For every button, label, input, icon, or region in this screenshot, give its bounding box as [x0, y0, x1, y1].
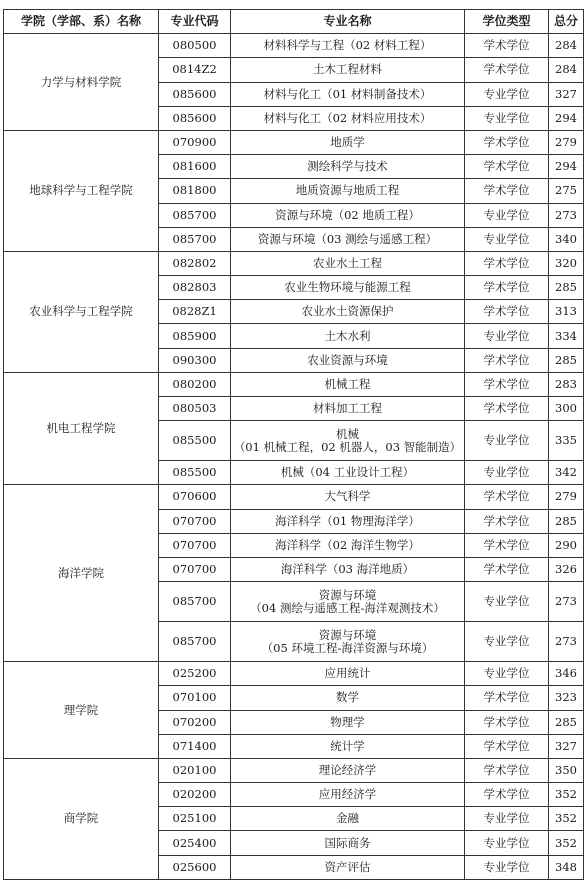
total-score-cell: 290 [549, 533, 584, 557]
total-score-cell: 350 [549, 758, 584, 782]
degree-type-cell: 学术学位 [465, 397, 549, 421]
total-score-cell: 285 [549, 348, 584, 372]
major-name-cell [231, 58, 465, 82]
major-name-cell [231, 203, 465, 227]
degree-type-cell: 专业学位 [465, 622, 549, 662]
major-code-cell: 085500 [159, 461, 231, 485]
major-name-cell [231, 855, 465, 879]
major-name-line: 资产评估 [324, 859, 371, 874]
major-name-cell [231, 831, 465, 855]
major-name-line: 材料与化工（02 材料应用技术） [263, 110, 432, 125]
major-code-cell: 020200 [159, 783, 231, 807]
degree-type-cell: 学术学位 [465, 734, 549, 758]
major-name-line: 资源与环境 [318, 587, 377, 602]
major-code-cell: 085700 [159, 227, 231, 251]
total-score-cell: 294 [549, 155, 584, 179]
degree-type-cell: 学术学位 [465, 276, 549, 300]
degree-type-cell: 学术学位 [465, 557, 549, 581]
major-name-cell [231, 710, 465, 734]
major-name-line: （01 机械工程，02 机器人，03 智能制造） [233, 439, 462, 454]
major-code-cell: 081600 [159, 155, 231, 179]
major-name-cell [231, 276, 465, 300]
major-code-cell: 025400 [159, 831, 231, 855]
major-name-line: 国际商务 [324, 835, 371, 850]
major-code-cell: 080500 [159, 34, 231, 58]
major-name-cell [231, 686, 465, 710]
major-name-cell [231, 251, 465, 275]
degree-type-cell: 学术学位 [465, 533, 549, 557]
major-code-cell: 085700 [159, 622, 231, 662]
major-code-cell: 025600 [159, 855, 231, 879]
major-name-line: 资源与环境（03 测绘与遥感工程） [257, 231, 438, 246]
major-name-line: 地质学 [330, 135, 365, 150]
total-score-cell: 327 [549, 82, 584, 106]
total-score-cell: 273 [549, 203, 584, 227]
total-score-cell: 284 [549, 34, 584, 58]
degree-type-cell: 学术学位 [465, 130, 549, 154]
total-score-cell: 285 [549, 276, 584, 300]
header-major: 专业名称 [231, 10, 465, 34]
major-name-cell [231, 662, 465, 686]
major-name-line: 测绘科学与技术 [307, 159, 388, 174]
major-name-line: 土木工程材料 [313, 62, 382, 77]
major-code-cell: 085700 [159, 203, 231, 227]
major-code-cell: 070700 [159, 509, 231, 533]
total-score-cell: 340 [549, 227, 584, 251]
major-name-cell [231, 179, 465, 203]
major-name-cell [231, 34, 465, 58]
degree-type-cell: 专业学位 [465, 831, 549, 855]
degree-type-cell: 专业学位 [465, 203, 549, 227]
college-name-cell: 力学与材料学院 [4, 34, 159, 131]
degree-type-cell: 学术学位 [465, 485, 549, 509]
major-code-cell: 025200 [159, 662, 231, 686]
college-name-cell: 商学院 [4, 758, 159, 879]
degree-type-cell: 学术学位 [465, 509, 549, 533]
total-score-cell: 285 [549, 710, 584, 734]
total-score-cell: 313 [549, 300, 584, 324]
major-name-line: 海洋科学（01 物理海洋学） [275, 513, 420, 528]
major-name-line: 应用统计 [324, 666, 371, 681]
major-name-line: 机械（04 工业设计工程） [280, 465, 415, 480]
major-name-line: 农业水土工程 [313, 255, 382, 270]
admission-score-table [3, 9, 584, 880]
total-score-cell: 284 [549, 58, 584, 82]
table-body [4, 34, 584, 880]
major-code-cell: 085600 [159, 82, 231, 106]
major-name-line: 土木水利 [324, 328, 371, 343]
total-score-cell: 352 [549, 807, 584, 831]
major-name-line: 地质资源与地质工程 [295, 183, 400, 198]
header-degree: 学位类型 [465, 10, 549, 34]
total-score-cell: 275 [549, 179, 584, 203]
total-score-cell: 323 [549, 686, 584, 710]
major-code-cell: 070700 [159, 557, 231, 581]
major-code-cell: 090300 [159, 348, 231, 372]
major-name-line: 材料与化工（01 材料制备技术） [263, 86, 432, 101]
college-name-cell: 海洋学院 [4, 485, 159, 662]
degree-type-cell: 学术学位 [465, 300, 549, 324]
major-code-cell: 025100 [159, 807, 231, 831]
major-code-cell: 070100 [159, 686, 231, 710]
degree-type-cell: 专业学位 [465, 855, 549, 879]
header-row [4, 10, 584, 34]
major-name-line: 资源与环境（02 地质工程） [275, 207, 420, 222]
degree-type-cell: 学术学位 [465, 179, 549, 203]
major-code-cell: 070200 [159, 710, 231, 734]
major-name-cell [231, 82, 465, 106]
degree-type-cell: 专业学位 [465, 227, 549, 251]
major-code-cell: 085500 [159, 421, 231, 461]
major-name-line: 应用经济学 [318, 787, 377, 802]
major-name-line: 统计学 [330, 738, 365, 753]
major-name-cell [231, 461, 465, 485]
major-code-cell: 071400 [159, 734, 231, 758]
major-name-cell [231, 758, 465, 782]
major-name-cell [231, 485, 465, 509]
total-score-cell: 279 [549, 485, 584, 509]
major-code-cell: 081800 [159, 179, 231, 203]
major-name-cell [231, 734, 465, 758]
major-name-line: 物理学 [330, 714, 365, 729]
header-college: 学院（学部、系）名称 [4, 10, 159, 34]
degree-type-cell: 学术学位 [465, 34, 549, 58]
degree-type-cell: 专业学位 [465, 807, 549, 831]
degree-type-cell: 专业学位 [465, 106, 549, 130]
major-name-cell [231, 807, 465, 831]
header-code: 专业代码 [159, 10, 231, 34]
total-score-cell: 346 [549, 662, 584, 686]
major-name-line: （04 测绘与遥感工程-海洋观测技术） [250, 600, 445, 615]
major-name-cell [231, 622, 465, 662]
table-row [4, 251, 584, 275]
degree-type-cell: 专业学位 [465, 662, 549, 686]
total-score-cell: 283 [549, 372, 584, 396]
major-code-cell: 070700 [159, 533, 231, 557]
total-score-cell: 273 [549, 582, 584, 622]
major-name-cell [231, 300, 465, 324]
degree-type-cell: 学术学位 [465, 251, 549, 275]
major-code-cell: 080200 [159, 372, 231, 396]
degree-type-cell: 学术学位 [465, 155, 549, 179]
major-name-line: 海洋科学（02 海洋生物学） [275, 537, 420, 552]
college-name-cell: 地球科学与工程学院 [4, 130, 159, 251]
table-row [4, 130, 584, 154]
college-name-cell: 机电工程学院 [4, 372, 159, 485]
major-name-line: 机械 [336, 426, 359, 441]
major-code-cell: 0814Z2 [159, 58, 231, 82]
table-row [4, 485, 584, 509]
total-score-cell: 273 [549, 622, 584, 662]
total-score-cell: 320 [549, 251, 584, 275]
degree-type-cell: 学术学位 [465, 758, 549, 782]
total-score-cell: 348 [549, 855, 584, 879]
major-code-cell: 082803 [159, 276, 231, 300]
degree-type-cell: 专业学位 [465, 324, 549, 348]
major-code-cell: 085700 [159, 582, 231, 622]
college-name-cell: 农业科学与工程学院 [4, 251, 159, 372]
total-score-cell: 327 [549, 734, 584, 758]
major-name-line: 海洋科学（03 海洋地质） [280, 562, 415, 577]
major-name-cell [231, 397, 465, 421]
major-name-line: 金融 [336, 811, 359, 826]
major-name-line: 材料科学与工程（02 材料工程） [263, 38, 432, 53]
major-name-cell [231, 783, 465, 807]
major-name-line: 农业生物环境与能源工程 [284, 280, 411, 295]
major-name-line: 资源与环境 [318, 627, 377, 642]
table-row [4, 372, 584, 396]
major-name-cell [231, 106, 465, 130]
degree-type-cell: 专业学位 [465, 582, 549, 622]
major-name-line: 理论经济学 [318, 762, 377, 777]
major-code-cell: 085600 [159, 106, 231, 130]
total-score-cell: 326 [549, 557, 584, 581]
total-score-cell: 285 [549, 509, 584, 533]
table-row [4, 758, 584, 782]
major-name-line: 材料加工工程 [313, 401, 382, 416]
major-name-cell [231, 372, 465, 396]
major-name-line: 农业水土资源保护 [301, 304, 394, 319]
total-score-cell: 334 [549, 324, 584, 348]
major-code-cell: 070600 [159, 485, 231, 509]
major-code-cell: 0828Z1 [159, 300, 231, 324]
major-name-line: 机械工程 [324, 376, 371, 391]
degree-type-cell: 专业学位 [465, 461, 549, 485]
table-row [4, 34, 584, 58]
total-score-cell: 352 [549, 831, 584, 855]
major-name-cell [231, 227, 465, 251]
total-score-cell: 335 [549, 421, 584, 461]
major-name-cell [231, 155, 465, 179]
major-name-cell [231, 533, 465, 557]
degree-type-cell: 学术学位 [465, 348, 549, 372]
degree-type-cell: 专业学位 [465, 82, 549, 106]
major-name-cell [231, 324, 465, 348]
major-code-cell: 070900 [159, 130, 231, 154]
total-score-cell: 300 [549, 397, 584, 421]
major-name-line: 大气科学 [324, 489, 371, 504]
major-name-line: 数学 [336, 690, 359, 705]
major-code-cell: 080503 [159, 397, 231, 421]
major-code-cell: 085900 [159, 324, 231, 348]
total-score-cell: 294 [549, 106, 584, 130]
degree-type-cell: 学术学位 [465, 372, 549, 396]
major-name-cell [231, 421, 465, 461]
major-name-cell [231, 509, 465, 533]
major-code-cell: 020100 [159, 758, 231, 782]
total-score-cell: 279 [549, 130, 584, 154]
major-name-cell [231, 557, 465, 581]
degree-type-cell: 学术学位 [465, 783, 549, 807]
major-name-cell [231, 130, 465, 154]
total-score-cell: 352 [549, 783, 584, 807]
major-name-cell [231, 582, 465, 622]
major-name-cell [231, 348, 465, 372]
major-code-cell: 082802 [159, 251, 231, 275]
table-row [4, 662, 584, 686]
college-name-cell: 理学院 [4, 662, 159, 759]
degree-type-cell: 学术学位 [465, 686, 549, 710]
major-name-line: （05 环境工程-海洋资源与环境） [261, 640, 434, 655]
total-score-cell: 342 [549, 461, 584, 485]
degree-type-cell: 专业学位 [465, 421, 549, 461]
major-name-line: 农业资源与环境 [307, 352, 388, 367]
degree-type-cell: 学术学位 [465, 58, 549, 82]
degree-type-cell: 学术学位 [465, 710, 549, 734]
header-score: 总分 [549, 10, 584, 34]
